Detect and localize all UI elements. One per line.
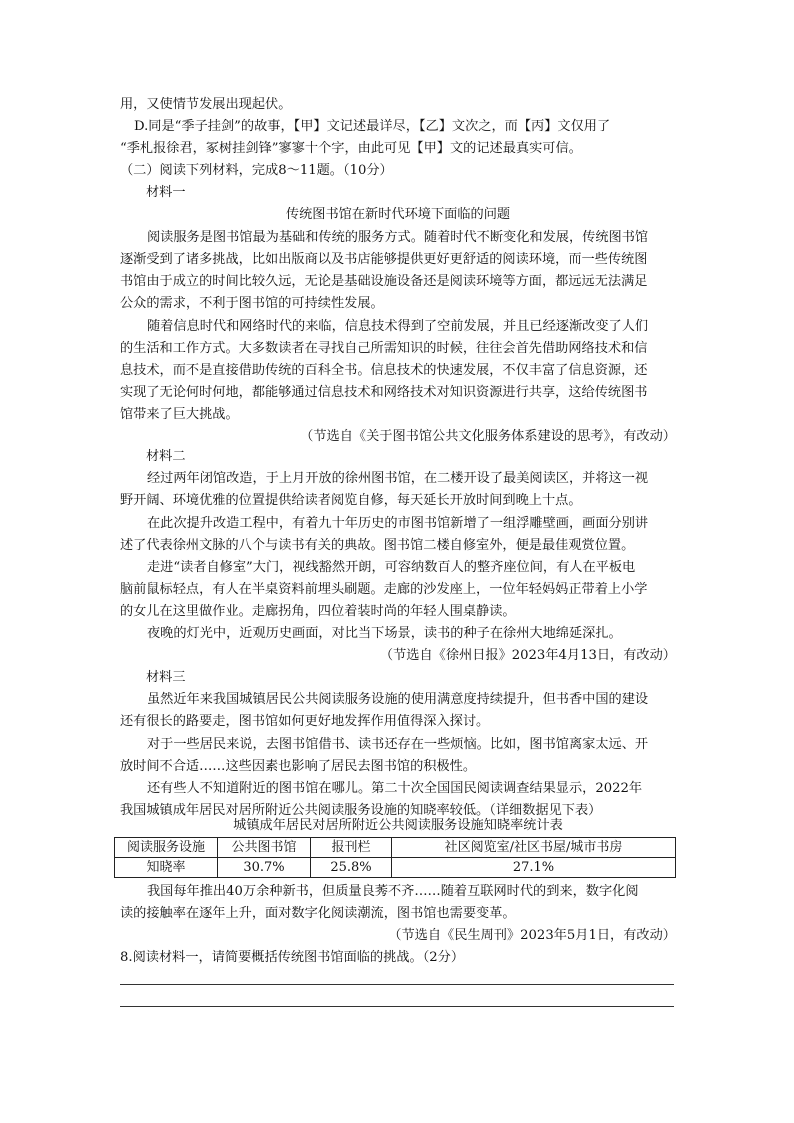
table-row [115,858,676,878]
paragraph-line: 读的接触率在逐年上升，面对数字化阅读潮流，图书馆也需要变革。 [120,906,516,921]
paragraph-line: 实现了无论何时何地，都能够通过信息技术和网络技术对知识资源进行共享，这给传统图书 [120,385,648,400]
paragraph-line: 述了代表徐州文脉的八个与读书有关的典故。图书馆二楼自修室外，便是最佳观赏位置。 [120,538,635,553]
paragraph-line: 逐渐受到了诸多挑战，比如出版商以及书店能够提供更好更舒适的阅读环境，而一些传统图 [120,252,648,267]
table-cell: 25.8% [311,858,392,878]
paragraph-line: 公众的需求，不利于图书馆的可持续性发展。 [120,296,384,311]
table-header-cell: 阅读服务设施 [115,838,218,858]
paragraph-line: 阅读服务是图书馆最为基础和传统的服务方式。随着时代不断变化和发展，传统图书馆 [147,230,649,245]
answer-line[interactable] [120,984,674,985]
paragraph-line: 我国城镇成年居民对居所附近公共阅读服务设施的知晓率较低。（详细数据见下表） [120,803,602,818]
paragraph-line: 的生活和工作方式。大多数读者在寻找自己所需知识的时候，往往会首先借助网络技术和信 [120,341,648,356]
paragraph-line: 放时间不合适……这些因素也影响了居民去图书馆的积极性。 [120,759,477,774]
table-row-label: 知晓率 [115,858,218,878]
paragraph-line: 经过两年闭馆改造，于上月开放的徐州图书馆，在二楼开设了最美阅读区，并将这一视 [147,471,649,486]
material-3-source: （节选自《民生周刊》2023年5月1日，有改动） [388,928,676,943]
material-1-source: （节选自《关于图书馆公共文化服务体系建设的思考》，有改动） [300,429,676,444]
table-cell: 30.7% [218,858,311,878]
table-header-cell: 报刊栏 [311,838,392,858]
paragraph-line: 随着信息时代和网络时代的来临，信息技术得到了空前发展，并且已经逐渐改变了人们 [147,319,649,334]
paragraph-line: 的女儿在这里做作业。走廊拐角，四位着装时尚的年轻人围桌静读。 [120,604,516,619]
paragraph-line: 对于一些居民来说，去图书馆借书、读书还存在一些烦恼。比如，图书馆离家太远、开 [147,737,649,752]
paragraph-line: 息技术，而不是直接借助传统的百科全书。信息技术的快速发展，不仅丰富了信息资源，还 [120,363,648,378]
paragraph-line: 虽然近年来我国城镇居民公共阅读服务设施的使用满意度持续提升，但书香中国的建设 [147,692,649,707]
table-header-cell: 公共图书馆 [218,838,311,858]
text-line: “季札报徐君，冢树挂剑锋”寥寥十个字，由此可见【甲】文的记述最真实可信。 [120,141,582,156]
table-title: 城镇成年居民对居所附近公共阅读服务设施知晓率统计表 [233,818,563,833]
paragraph-line: 我国每年推出40万余种新书，但质量良莠不齐……随着互联网时代的到来，数字化阅 [147,884,639,899]
material-1-label: 材料一 [146,185,186,200]
paragraph-line: 还有些人不知道附近的图书馆在哪儿。第二十次全国国民阅读调查结果显示，2022年 [147,781,643,796]
material-2-source: （节选自《徐州日报》2023年4月13日，有改动） [379,648,676,663]
paragraph-line: 野开阔、环境优雅的位置提供给读者阅览自修，每天延长开放时间到晚上十点。 [120,493,582,508]
question-8: 8.阅读材料一，请简要概括传统图书馆面临的挑战。（2分） [120,950,465,965]
section-heading: （二）阅读下列材料，完成8～11题。（10分） [120,163,393,178]
answer-line[interactable] [120,1006,674,1007]
material-2-label: 材料二 [146,449,186,464]
table-header-row [115,838,676,858]
table-cell: 27.1% [392,858,676,878]
material-3-label: 材料三 [146,670,186,685]
table-header-cell: 社区阅览室/社区书屋/城市书房 [392,838,676,858]
awareness-rate-table [114,837,676,878]
text-line: 用，又使情节发展出现起伏。 [120,97,292,112]
paragraph-line: 还有很长的路要走，图书馆如何更好地发挥作用值得深入探讨。 [120,714,490,729]
material-1-title: 传统图书馆在新时代环境下面临的问题 [285,207,511,222]
paragraph-line: 夜晚的灯光中，近观历史画面，对比当下场景，读书的种子在徐州大地绵延深扎。 [147,626,622,641]
paragraph-line: 在此次提升改造工程中，有着九十年历史的市图书馆新增了一组浮雕壁画，画面分别讲 [147,516,649,531]
paragraph-line: 书馆由于成立的时间比较久远，无论是基础设施设备还是阅读环境等方面，都远远无法满足 [120,274,648,289]
paragraph-line: 馆带来了巨大挑战。 [120,407,239,422]
paragraph-line: 脑前鼠标轻点，有人在半桌资料前埋头刷题。走廊的沙发座上，一位年轻妈妈正带着上小学 [120,582,648,597]
paragraph-line: 走进“读者自修室”大门，视线豁然开朗，可容纳数百人的整齐座位间，有人在平板电 [147,560,636,575]
option-d-line: D.同是“季子挂剑”的故事，【甲】文记述最详尽，【乙】文次之，而【丙】文仅用了 [134,119,611,134]
